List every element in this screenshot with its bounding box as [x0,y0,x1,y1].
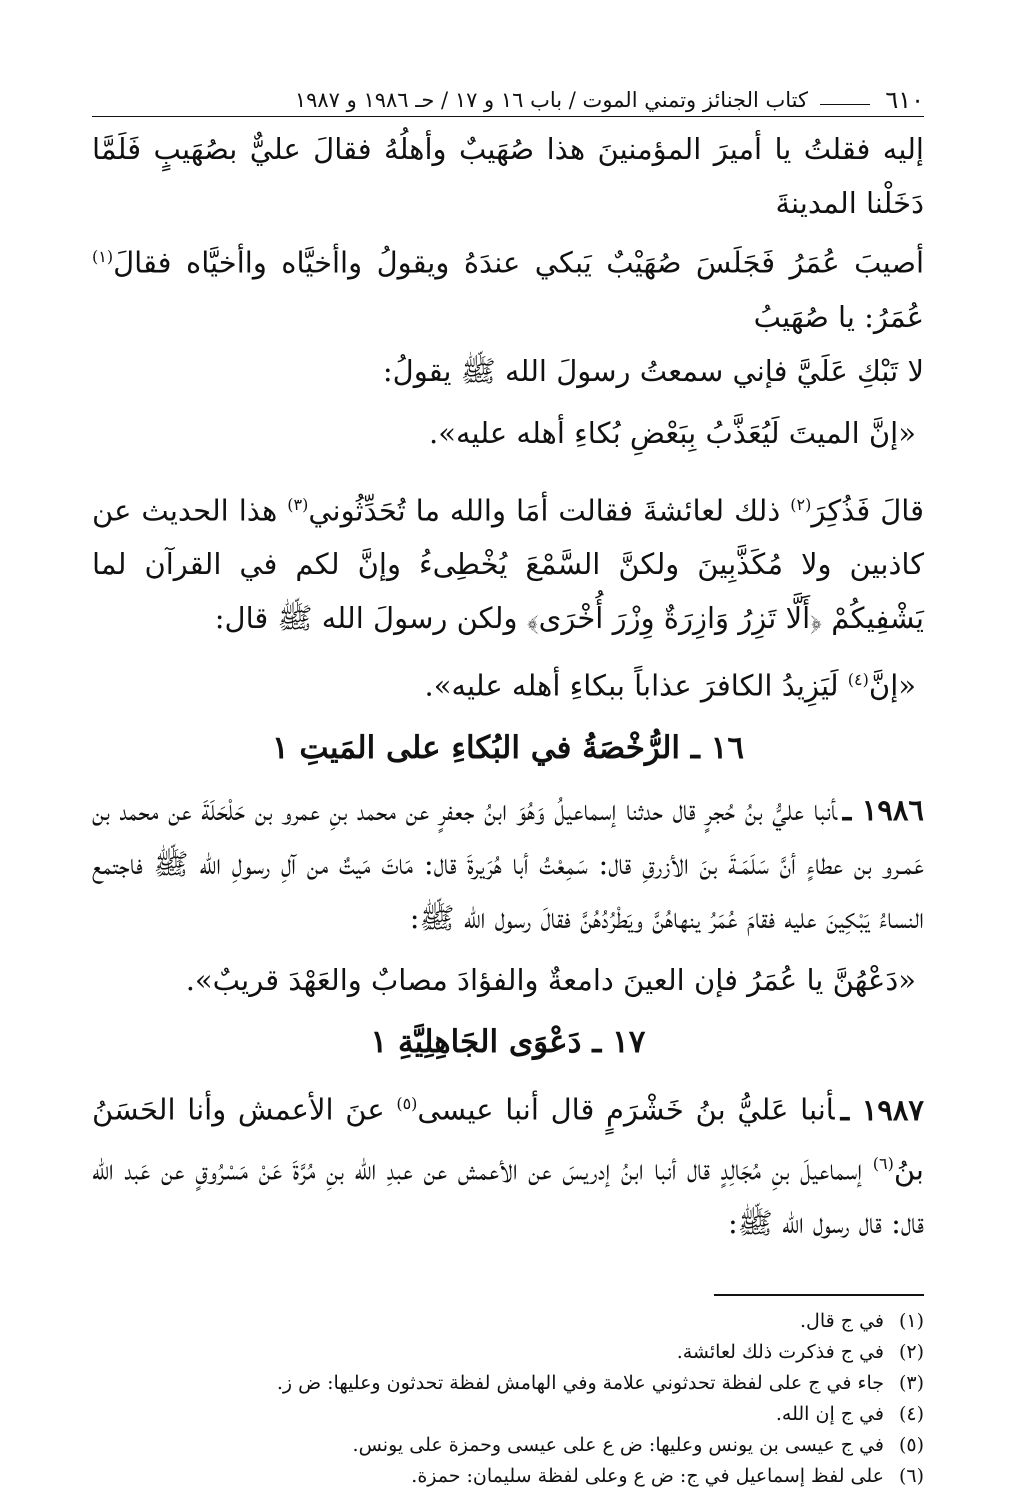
book-page [92,80,924,1492]
section-heading-17: ١٧ ـ دَعْوَى الجَاهِلِيَّةِ ١ [370,1023,646,1060]
footnote-ref[interactable]: (٢) [790,494,812,514]
header-rule [92,116,924,117]
hadith-number: ١٩٨٧ ـ [840,1092,924,1127]
footnote-ref[interactable]: (١) [92,247,114,266]
footnote-item: (٣)جاء في ج على لفظة تحدثوني علامة وفي الهامش لفظة تحدثون وعليها: ض ز. [276,1372,924,1395]
running-title: كتاب الجنائز وتمني الموت / باب ١٦ و ١٧ / حـ ١٩٨٦ و ١٩٨٧ [294,88,808,112]
page-number: ٦١٠ [885,86,924,114]
intro-line-2: أصيبَ عُمَرُ فَجَلَسَ صُهَيْبٌ يَبكي عندَهُ ويقولُ واأخيَّاه واأخيَّاه فقالَ$^{(١)}$ عُمَرُ: يا صُهَيبُ [92,245,924,334]
intro-line-1: إليه فقلتُ يا أميرَ المؤمنينَ هذا صُهَيبٌ وأهلُهُ فقالَ عليٌّ بصُهَيبٍ فَلَمَّا دَخَلْنا المدينةَ [92,132,924,220]
footnotes [92,1306,924,1492]
footnote-item: (١)في ج قال. [800,1310,924,1333]
hadith-quote: «دَعْهُنَّ يا عُمَرُ فإن العينَ دامعةٌ والفؤادَ مصابٌ والعَهْدَ قريبٌ». [185,962,916,997]
running-header [92,80,924,116]
footnote-item: (٥)في ج عيسى بن يونس وعليها: ض ع على عيسى وحمزة على يونس. [352,1434,924,1457]
intro-line-3: لا تَبْكِ عَلَيَّ فإني سمعتُ رسولَ الله ﷺ يقولُ: [382,353,924,388]
footnote-item: (٢)في ج فذكرت ذلك لعائشة. [676,1341,924,1364]
footnote-item: (٤)في ج إن الله. [775,1403,924,1426]
hadith-1987: ١٩٨٧ ـأنبا عَليُّ بنُ خَشْرَمٍ قال أنبا عيسى$^{(٥)}$ عنَ الأعمش وأنا الحَسَنُ بنُ$^{(٦)}$ إسماعيلَ بنِ مُجَالِدٍ قال أنبا ابنُ إدريسَ عن الأعمش عن عبدِ الله بنِ مُرَّةَ عَنْ مَسْرُوقٍ عن عَبد الله قال: قال رسول الله ﷺ: [92,1092,924,1241]
hadith-quote: «إنَّ الميتَ لَيُعَذَّبُ بِبَعْضِ بُكاءِ أهله عليه». [429,415,916,450]
footnote-ref[interactable]: (٣) [287,494,309,514]
header-dash [820,104,870,105]
hadith-number: ١٩٨٦ ـ [842,792,924,827]
footnote-ref[interactable]: (٤) [847,670,869,690]
paragraph-aisha: قالَ فَذُكِرَ$^{(٢)}$ ذلك لعائشةَ فقالت أمَا والله ما تُحَدِّثُوني$^{(٣)}$ هذا الحديث عن كاذبين ولا مُكَذَّبِينَ ولكنَّ السَّمْعَ يُخْطِىءُ وإنَّ لكم في القرآن لما يَشْفِيكُمْ ﴿أَلَّا تَزِرُ وَازِرَةٌ وِزْرَ أُخْرَى﴾ ولكن رسولَ الله ﷺ قال: [92,493,924,636]
section-heading-16: ١٦ ـ الرُّخْصَةُ في البُكاءِ على المَيتِ ١ [271,729,744,766]
footnote-separator [714,1294,924,1296]
footnote-ref[interactable]: (٥) [396,1093,418,1113]
footnote-item: (٦)على لفظ إسماعيل في ج: ض ع وعلى لفظة سليمان: حمزة. [411,1465,924,1488]
hadith-1986: ١٩٨٦ ـأنبا عليُّ بنُ حُجرٍ قال حدثنا إسماعيلُ وَهُوَ ابنُ جعفرٍ عن محمد بنِ عمرو بن حَلْحَلَةَ عن محمد بن عَمـرو بن عطاءٍ أنَّ سَلَمَـةَ بنَ الأزرقِ قال: سَمِعْتُ أبا هُرَيرةَ قال: مَاتَ مَيتٌ من آلِ رسولِ الله ﷺ فاجتمع النساءُ يَبْكِينَ عليه فقامَ عُمَرُ ينهاهُنَّ ويَطْرُدُهُنَّ فقالَ رسول الله ﷺ: [92,792,924,935]
hadith-quote: «إنَّ$^{(٤)}$ لَيَزِيدُ الكافرَ عذاباً ببكاءِ أهله عليه». [424,668,916,703]
footnote-ref[interactable]: (٦) [872,1153,894,1173]
